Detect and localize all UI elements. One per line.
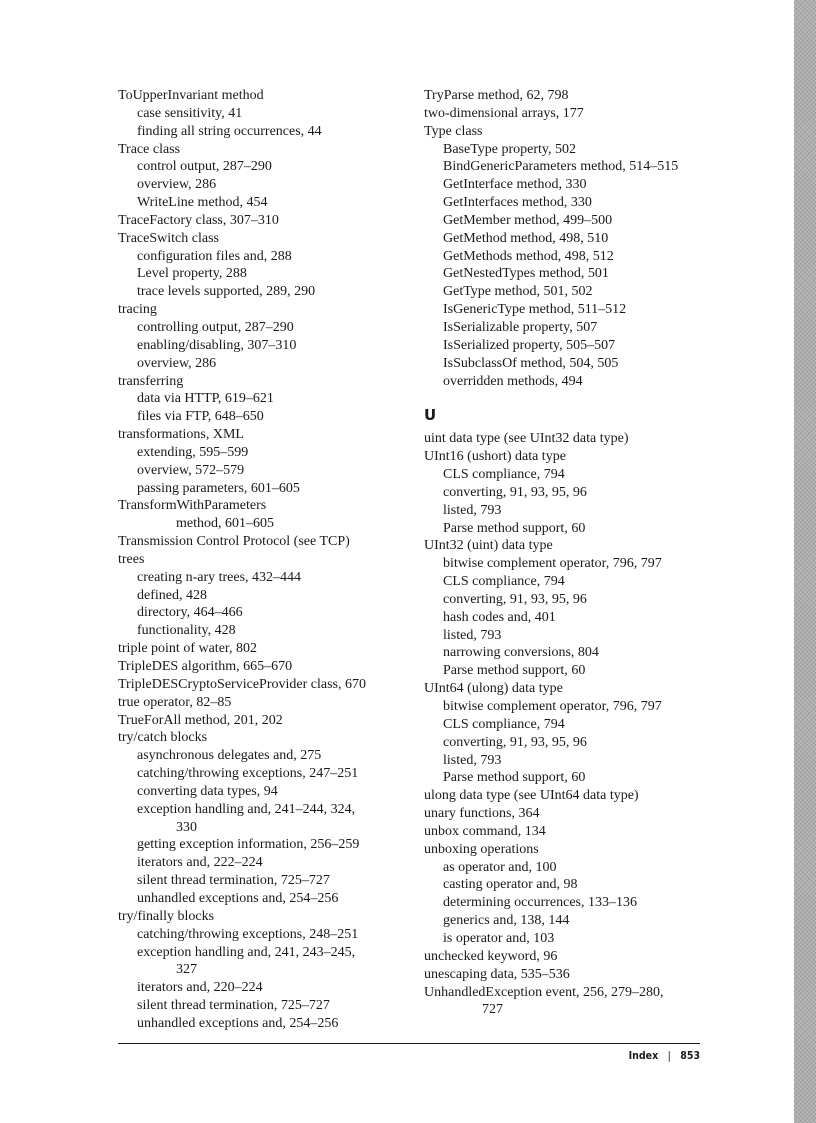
index-subentry: enabling/disabling, 307–310 xyxy=(137,337,297,353)
index-subentry: catching/throwing exceptions, 247–251 xyxy=(137,766,359,782)
index-subentry: generics and, 138, 144 xyxy=(443,913,570,929)
index-entry: uint data type (see UInt32 data type) xyxy=(424,431,629,447)
index-subentry: IsSerializable property, 507 xyxy=(443,319,598,335)
index-entry: TripleDESCryptoServiceProvider class, 670 xyxy=(118,676,366,692)
index-entry: triple point of water, 802 xyxy=(118,641,258,657)
index-subentry: CLS compliance, 794 xyxy=(443,574,565,590)
index-subentry: control output, 287–290 xyxy=(137,159,272,175)
index-subentry: determining occurrences, 133–136 xyxy=(443,895,637,911)
index-entry: UInt64 (ulong) data type xyxy=(424,681,563,697)
index-subentry: Parse method support, 60 xyxy=(443,520,586,536)
index-subentry: IsSubclassOf method, 504, 505 xyxy=(443,355,619,371)
index-subentry: case sensitivity, 41 xyxy=(137,105,243,121)
index-subentry: GetMember method, 499–500 xyxy=(443,212,613,228)
index-subentry: overridden methods, 494 xyxy=(443,373,583,389)
index-subentry: GetInterfaces method, 330 xyxy=(443,195,592,211)
index-subentry: extending, 595–599 xyxy=(137,444,249,460)
index-subentry: iterators and, 222–224 xyxy=(137,855,263,871)
index-subentry: asynchronous delegates and, 275 xyxy=(137,748,322,764)
index-entry-continuation: method, 601–605 xyxy=(176,516,274,532)
index-subentry: bitwise complement operator, 796, 797 xyxy=(443,699,662,714)
index-entry: ulong data type (see UInt64 data type) xyxy=(424,788,639,804)
index-entry: UnhandledException event, 256, 279–280, xyxy=(424,984,664,1000)
index-subentry: defined, 428 xyxy=(137,587,207,603)
index-subentry: creating n-ary trees, 432–444 xyxy=(137,569,302,585)
index-subentry: bitwise complement operator, 796, 797 xyxy=(443,556,662,572)
index-entry: unescaping data, 535–536 xyxy=(424,966,570,982)
index-group-u xyxy=(424,430,724,1019)
index-subentry: converting, 91, 93, 95, 96 xyxy=(443,734,587,750)
index-subentry: narrowing conversions, 804 xyxy=(443,645,599,661)
index-entry-continuation: 727 xyxy=(482,1002,503,1018)
index-subentry: GetNestedTypes method, 501 xyxy=(443,266,609,282)
index-subentry: as operator and, 100 xyxy=(443,859,557,875)
index-subentry: IsSerialized property, 505–507 xyxy=(443,337,616,353)
index-entry: unary functions, 364 xyxy=(424,806,540,822)
index-entry: true operator, 82–85 xyxy=(118,694,232,710)
index-entry: trees xyxy=(118,551,145,567)
index-subentry: WriteLine method, 454 xyxy=(137,195,268,211)
index-subentry: listed, 793 xyxy=(443,502,502,518)
index-subentry: unhandled exceptions and, 254–256 xyxy=(137,1015,339,1031)
index-entry: TripleDES algorithm, 665–670 xyxy=(118,659,293,674)
index-subentry: passing parameters, 601–605 xyxy=(137,480,300,496)
index-subentry: silent thread termination, 725–727 xyxy=(137,873,330,889)
index-entry: two-dimensional arrays, 177 xyxy=(424,105,584,121)
index-group-t xyxy=(424,87,724,390)
index-subentry: BindGenericParameters method, 514–515 xyxy=(443,159,679,175)
index-subentry: GetMethod method, 498, 510 xyxy=(443,230,609,246)
index-subentry: files via FTP, 648–650 xyxy=(137,409,264,425)
index-subentry: Parse method support, 60 xyxy=(443,770,586,786)
index-entry: TraceFactory class, 307–310 xyxy=(118,212,279,228)
page-footer xyxy=(629,1049,700,1062)
index-entry: UInt16 (ushort) data type xyxy=(424,449,566,465)
index-entry: unboxing operations xyxy=(424,841,539,857)
index-subentry: directory, 464–466 xyxy=(137,605,243,621)
index-subentry: iterators and, 220–224 xyxy=(137,980,263,996)
index-subentry: GetType method, 501, 502 xyxy=(443,284,593,300)
index-subentry: finding all string occurrences, 44 xyxy=(137,123,322,139)
index-subentry: controlling output, 287–290 xyxy=(137,319,294,335)
index-subentry: overview, 572–579 xyxy=(137,462,245,478)
index-subentry: casting operator and, 98 xyxy=(443,877,578,893)
index-entry: UInt32 (uint) data type xyxy=(424,538,553,554)
footer-section-label: Index xyxy=(628,1049,659,1062)
index-subentry: GetMethods method, 498, 512 xyxy=(443,248,614,264)
index-column-right xyxy=(424,87,724,1019)
footer-rule xyxy=(118,1043,700,1044)
index-entry: unbox command, 134 xyxy=(424,823,546,839)
index-subentry: getting exception information, 256–259 xyxy=(137,837,360,853)
index-subentry: converting, 91, 93, 95, 96 xyxy=(443,484,587,500)
index-subentry: converting data types, 94 xyxy=(137,783,278,799)
index-subentry: GetInterface method, 330 xyxy=(443,177,587,193)
index-subentry: BaseType property, 502 xyxy=(443,141,577,157)
index-column-left xyxy=(118,87,408,1033)
index-subentry: listed, 793 xyxy=(443,752,502,768)
index-entry-continuation: 327 xyxy=(176,962,197,978)
page-number: 853 xyxy=(680,1049,700,1062)
index-subentry: overview, 286 xyxy=(137,177,217,193)
index-subentry: data via HTTP, 619–621 xyxy=(137,391,274,407)
index-entry: unchecked keyword, 96 xyxy=(424,948,558,964)
index-entry: Transmission Control Protocol (see TCP) xyxy=(118,534,350,550)
index-entry: try/catch blocks xyxy=(118,730,208,746)
index-entry: TrueForAll method, 201, 202 xyxy=(118,712,283,728)
index-subentry: trace levels supported, 289, 290 xyxy=(137,284,316,300)
index-entry: tracing xyxy=(118,302,157,318)
index-subentry: exception handling and, 241, 243–245, xyxy=(137,944,356,960)
footer-separator: | xyxy=(667,1049,671,1062)
index-subentry: silent thread termination, 725–727 xyxy=(137,998,330,1014)
index-subentry: Parse method support, 60 xyxy=(443,663,586,679)
index-entry-continuation: 330 xyxy=(176,819,197,835)
index-subentry: listed, 793 xyxy=(443,627,502,643)
index-subentry: configuration files and, 288 xyxy=(137,248,292,264)
index-subentry: is operator and, 103 xyxy=(443,930,555,946)
index-entry: ToUpperInvariant method xyxy=(118,88,264,103)
index-subentry: IsGenericType method, 511–512 xyxy=(443,302,627,318)
index-entry: try/finally blocks xyxy=(118,908,215,924)
index-subentry: functionality, 428 xyxy=(137,623,236,639)
index-entry: TryParse method, 62, 798 xyxy=(424,88,569,103)
vertical-scrollbar[interactable] xyxy=(794,0,816,1123)
index-subentry: unhandled exceptions and, 254–256 xyxy=(137,890,339,906)
index-subentry: converting, 91, 93, 95, 96 xyxy=(443,591,587,607)
index-subentry: exception handling and, 241–244, 324, xyxy=(137,801,356,817)
index-subentry: Level property, 288 xyxy=(137,266,247,282)
index-subentry: CLS compliance, 794 xyxy=(443,716,565,732)
index-subentry: hash codes and, 401 xyxy=(443,609,556,625)
index-subentry: CLS compliance, 794 xyxy=(443,467,565,483)
index-subentry: catching/throwing exceptions, 248–251 xyxy=(137,926,359,942)
section-letter-heading: U xyxy=(424,406,437,425)
index-entry: Type class xyxy=(424,123,483,139)
index-subentry: overview, 286 xyxy=(137,355,217,371)
index-entry: transferring xyxy=(118,373,184,389)
index-entry: transformations, XML xyxy=(118,427,244,443)
index-entry: Trace class xyxy=(118,141,181,157)
index-entry: TraceSwitch class xyxy=(118,230,219,246)
index-entry: TransformWithParameters xyxy=(118,498,267,514)
